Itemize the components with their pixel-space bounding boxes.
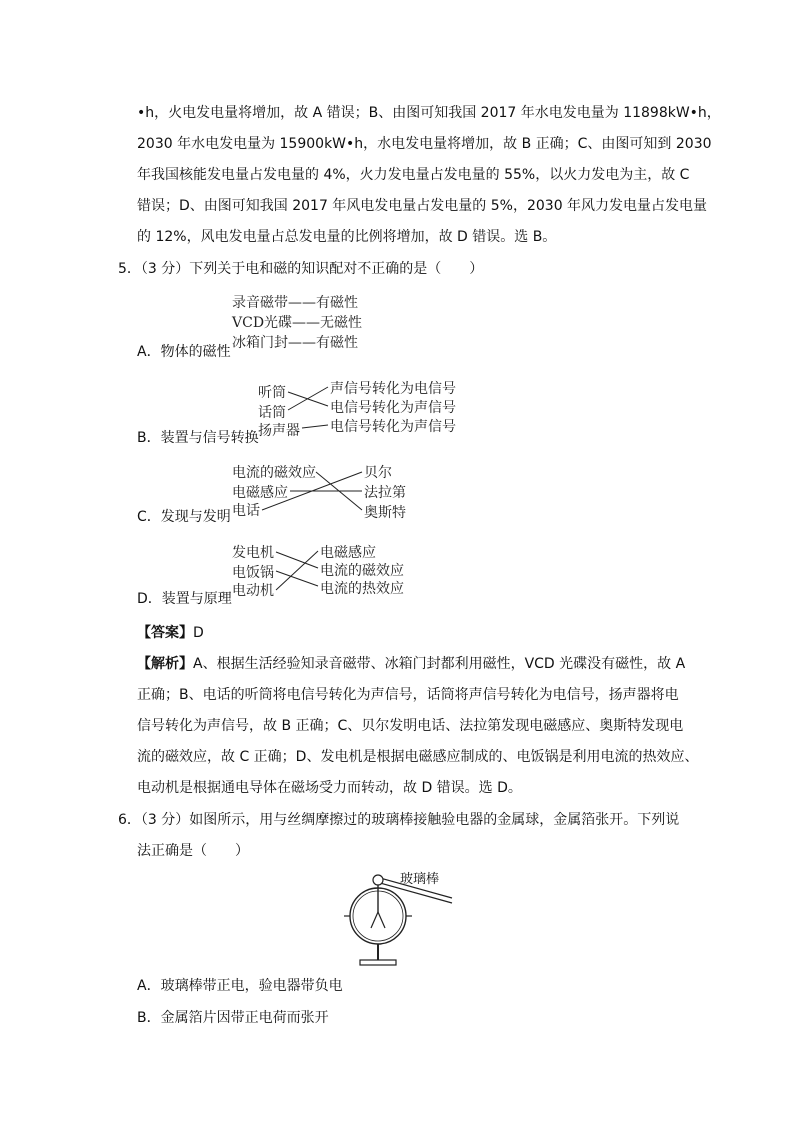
q5-a-row-3: 冰箱门封——有磁性 — [232, 335, 358, 351]
prev-text-line-2: 2030 年水电发电量为 15900kW•h，水电发电量将增加，故 B 正确；C、由图可知到 2030 — [137, 136, 712, 152]
q6-stem-line-2: 法正确是（ ） — [137, 843, 249, 859]
glass-rod-label: 玻璃棒 — [400, 872, 440, 887]
q5-option-b-diagram — [258, 378, 468, 440]
q5-option-a-diagram — [232, 292, 372, 352]
q6-stem-line-1: 6．（3 分）如图所示，用与丝绸摩擦过的玻璃棒接触验电器的金属球，金属箔张开。下列说 — [118, 812, 680, 828]
q5-d-left-1: 发电机 — [232, 545, 274, 561]
electroscope-drawing — [340, 868, 490, 973]
q5-c-left-1: 电流的磁效应 — [232, 465, 316, 481]
q5-c-connector-lines — [232, 462, 412, 524]
q6-option-a: A．玻璃棒带正电，验电器带负电 — [137, 978, 343, 994]
q5-a-row-2: VCD光碟——无磁性 — [232, 315, 363, 331]
q6-option-b: B．金属箔片因带正电荷而张开 — [137, 1010, 329, 1026]
q5-analysis-line-2: 正确；B、电话的听筒将电信号转化为声信号，话筒将声信号转化为电信号，扬声器将电 — [137, 687, 679, 703]
q5-d-right-2: 电流的磁效应 — [320, 563, 404, 579]
q5-b-left-2: 话筒 — [258, 405, 286, 421]
q5-option-c-diagram — [232, 462, 412, 524]
q5-c-right-1: 贝尔 — [364, 465, 392, 481]
q5-stem: 5．（3 分）下列关于电和磁的知识配对不正确的是（ ） — [118, 261, 484, 277]
prev-text-line-5: 的 12%，风电发电量占总发电量的比例将增加，故 D 错误。选 B。 — [137, 229, 557, 245]
q5-b-right-1: 声信号转化为电信号 — [330, 381, 456, 397]
q5-b-left-1: 听筒 — [258, 385, 286, 401]
q5-analysis-line-3: 信号转化为声信号，故 B 正确；C、贝尔发明电话、法拉第发现电磁感应、奥斯特发现电 — [137, 718, 684, 734]
q5-analysis-line-5: 电动机是根据通电导体在磁场受力而转动，故 D 错误。选 D。 — [137, 780, 522, 796]
q5-d-left-3: 电动机 — [232, 583, 274, 599]
q5-c-right-3: 奥斯特 — [364, 505, 406, 521]
q5-c-left-2: 电磁感应 — [232, 485, 288, 501]
q5-d-connector-lines — [232, 542, 412, 604]
q5-d-left-2: 电饭锅 — [232, 565, 274, 581]
q5-a-row-1: 录音磁带——有磁性 — [232, 295, 358, 311]
q5-d-right-3: 电流的热效应 — [320, 581, 404, 597]
answer-tag: 【答案】 — [137, 625, 193, 641]
q5-option-c-label: C．发现与发明 — [137, 509, 231, 525]
q5-analysis-line-4: 流的磁效应，故 C 正确；D、发电机是根据电磁感应制成的、电饭锅是利用电流的热效应、 — [137, 749, 699, 765]
q5-b-left-3: 扬声器 — [258, 423, 300, 439]
q5-b-connector-lines — [258, 378, 468, 440]
prev-text-line-1: •h，火电发电量将增加，故 A 错误；B、由图可知我国 2017 年水电发电量为 11898kW•h， — [137, 105, 721, 121]
analysis-text-1: A、根据生活经验知录音磁带、冰箱门封都利用磁性，VCD 光碟没有磁性，故 A — [193, 656, 686, 672]
q5-c-right-2: 法拉第 — [364, 485, 406, 501]
analysis-tag: 【解析】 — [137, 656, 193, 672]
q5-option-a-label: A．物体的磁性 — [137, 344, 231, 360]
q5-analysis-line-1 — [137, 654, 685, 674]
q5-option-b-label: B．装置与信号转换 — [137, 430, 259, 446]
electroscope-figure — [340, 868, 490, 973]
q5-c-left-3: 电话 — [232, 503, 260, 519]
q5-answer-line — [137, 623, 204, 643]
prev-text-line-3: 年我国核能发电量占发电量的 4%，火力发电量占发电量的 55%，以火力发电为主，故 C — [137, 167, 690, 183]
q5-b-right-3: 电信号转化为声信号 — [330, 419, 456, 435]
q5-option-d-diagram — [232, 542, 412, 604]
answer-value: D — [193, 625, 204, 641]
q5-option-d-label: D．装置与原理 — [137, 591, 232, 607]
q5-b-right-2: 电信号转化为声信号 — [330, 400, 456, 416]
q5-d-right-1: 电磁感应 — [320, 545, 376, 561]
prev-text-line-4: 错误；D、由图可知我国 2017 年风电发电量占发电量的 5%，2030 年风力发电量占发电量 — [137, 198, 708, 214]
